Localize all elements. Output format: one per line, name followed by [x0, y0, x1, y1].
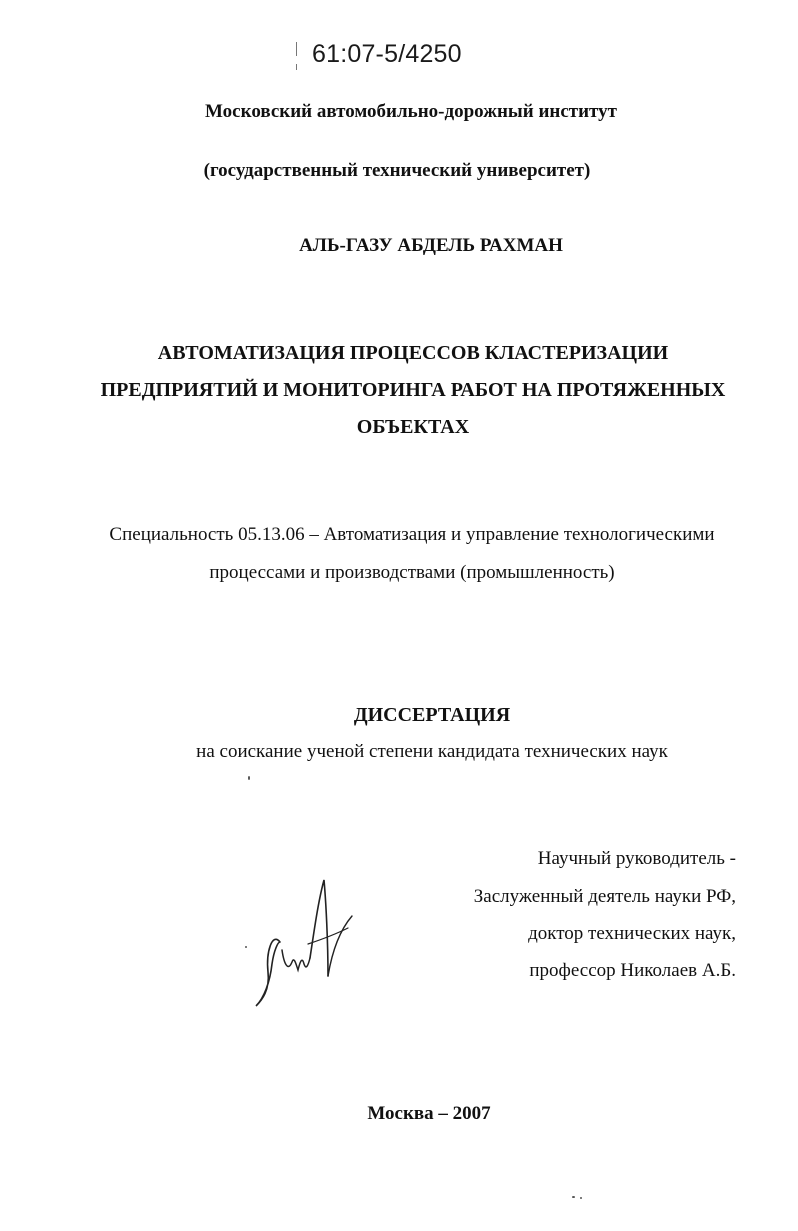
- specialty-line: Специальность 05.13.06 – Автоматизация и управление технологическими: [109, 524, 715, 545]
- margin-mark: [296, 64, 297, 70]
- archive-code: 61:07-5/4250: [312, 40, 462, 68]
- scan-speck: [248, 776, 250, 780]
- dissertation-title-line: ОБЪЕКТАХ: [356, 416, 470, 438]
- author-name: АЛЬ-ГАЗУ АБДЕЛЬ РАХМАН: [299, 235, 563, 256]
- signature: [248, 872, 358, 1012]
- advisor-line: профессор Николаев А.Б.: [529, 960, 736, 981]
- document-type: ДИССЕРТАЦИЯ: [353, 704, 511, 726]
- degree-statement: на соискание ученой степени кандидата технических наук: [196, 741, 668, 762]
- advisor-line: Научный руководитель -: [537, 848, 736, 869]
- advisor-line: доктор технических наук,: [528, 923, 736, 944]
- scan-speck: [572, 1196, 575, 1198]
- city-year: Москва – 2007: [367, 1103, 491, 1124]
- dissertation-title-line: АВТОМАТИЗАЦИЯ ПРОЦЕССОВ КЛАСТЕРИЗАЦИИ: [157, 342, 669, 364]
- institution-name: Московский автомобильно-дорожный институт: [205, 101, 617, 122]
- scan-speck: [580, 1197, 582, 1199]
- specialty-line: процессами и производствами (промышленность): [209, 562, 615, 583]
- scan-speck: [245, 946, 247, 948]
- institution-status: (государственный технический университет): [203, 160, 591, 181]
- advisor-line: Заслуженный деятель науки РФ,: [473, 886, 736, 907]
- dissertation-title-line: ПРЕДПРИЯТИЙ И МОНИТОРИНГА РАБОТ НА ПРОТЯЖЕННЫХ: [100, 379, 726, 401]
- margin-mark: [296, 42, 297, 56]
